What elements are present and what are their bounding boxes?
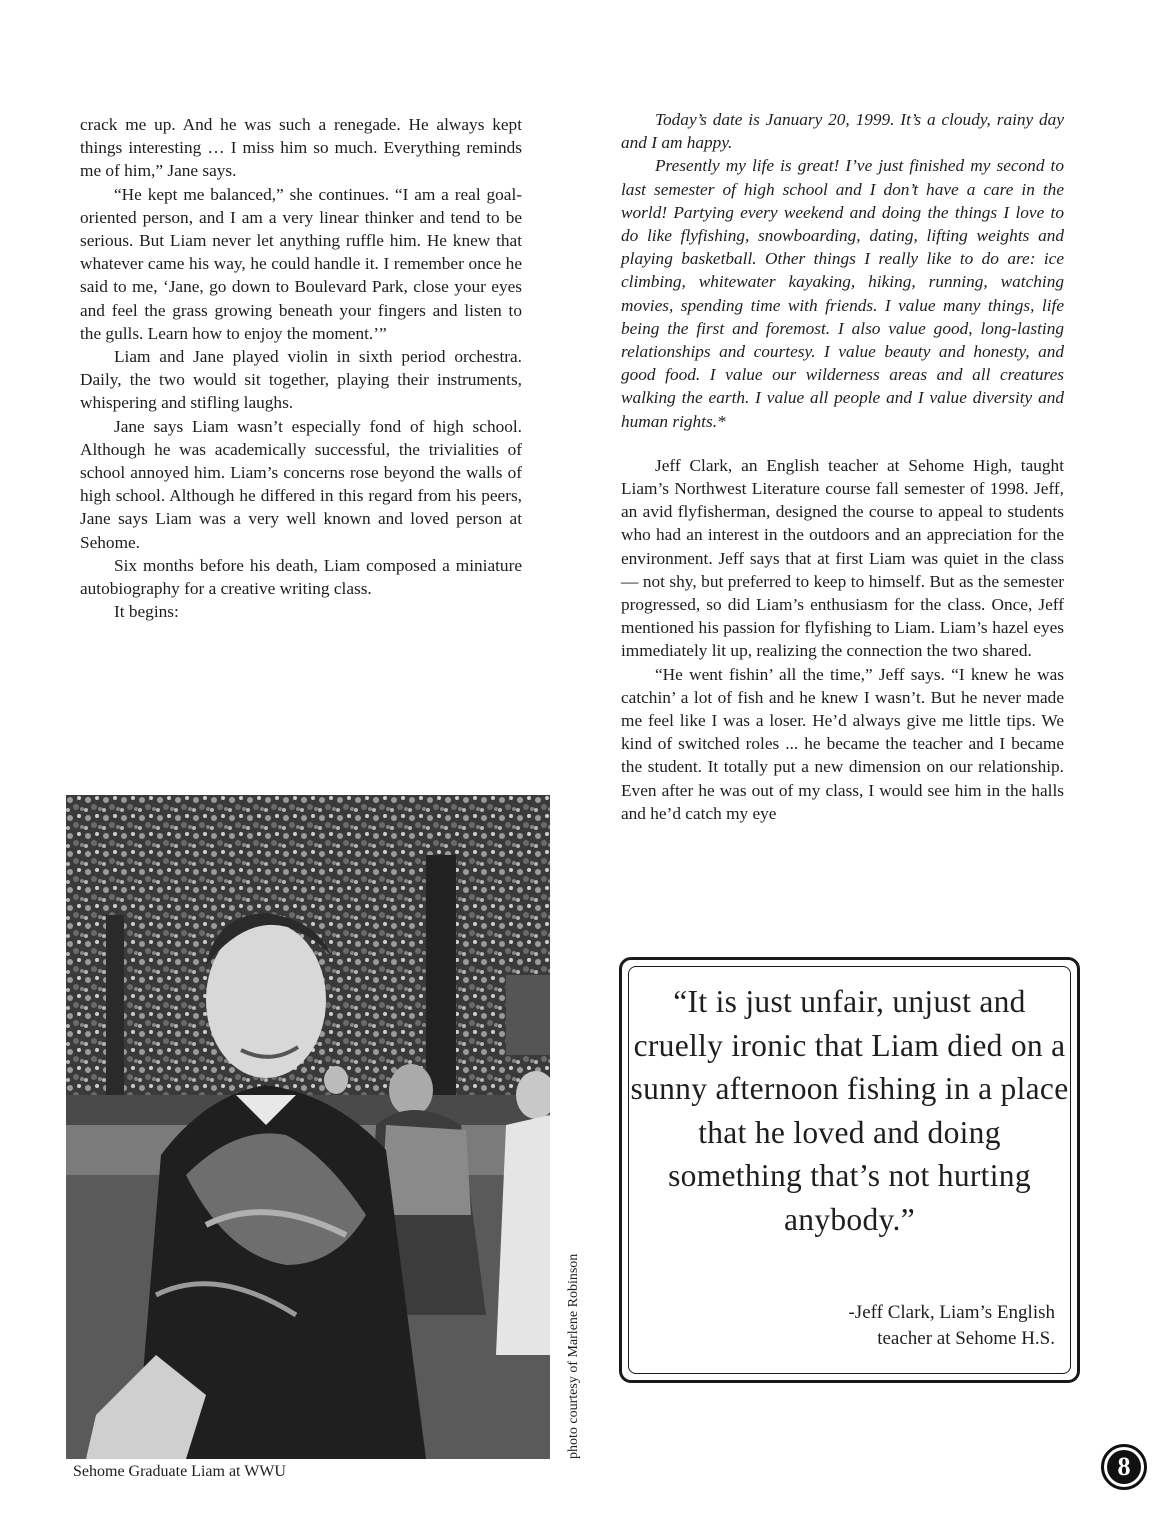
paragraph: Liam and Jane played violin in sixth period orchestra. Daily, the two would sit together, playing their instruments, whispering and stifling laughs.	[80, 347, 522, 413]
paragraph: “He went fishin’ all the time,” Jeff says. “I knew he was catchin’ a lot of fish and he knew I wasn’t. But he never made me feel like I was a loser. He’d always give me little tips. We kind of switched roles ... he became the teacher and I became the student. It totally put a new dimension on our relationship. Even after he was out of my class, I would see him in the halls and he’d catch my eye	[621, 664, 1064, 823]
attribution-line: teacher at Sehome H.S.	[877, 1328, 1055, 1349]
page-number: 8	[1107, 1450, 1141, 1484]
page-number-badge	[1101, 1444, 1147, 1490]
paragraph: Presently my life is great! I’ve just finished my second to last semester of high school and I don’t have a care in the world! Partying every weekend and doing the things I love to do like flyfishing, snowboarding, dating, lifting weights and playing basketball. Other things I really like to do are: ice climbing, whitewater kayaking, hiking, running, watching movies, spending time with friends. I value many things, life being the first and foremost. I also value good, long-lasting relationships and courtesy. I value beauty and honesty, and good food. I value our wilderness areas and all creatures walking the earth. I value all people and I value diversity and human rights.*	[621, 156, 1064, 431]
paragraph: crack me up. And he was such a renegade. He always kept things interesting … I miss him so much. Everything reminds me of him,” Jane says.	[80, 115, 522, 181]
photo-illustration	[66, 795, 550, 1459]
right-column-text	[621, 108, 1064, 825]
paragraph: It begins:	[114, 602, 179, 622]
pull-quote-text: “It is just unfair, unjust and cruelly ironic that Liam died on a sunny afternoon fishing in a place that he loved and doing something that’s not hurting anybody.”	[630, 984, 1069, 1237]
paragraph: “He kept me balanced,” she continues. “I am a real goal-oriented person, and I am a very linear thinker and tend to be serious. But Liam never let anything ruffle him. He knew that whatever came his way, he could handle it. I remember once he said to me, ‘Jane, go down to Boulevard Park, close your eyes and feel the grass growing beneath your fingers and listen to the gulls. Learn how to enjoy the moment.’”	[80, 184, 522, 343]
paragraph: Today’s date is January 20, 1999. It’s a cloudy, rainy day and I am happy.	[621, 110, 1064, 153]
paragraph: Six months before his death, Liam composed a miniature autobiography for a creative writing class.	[80, 555, 522, 599]
paragraph: Jeff Clark, an English teacher at Sehome High, taught Liam’s Northwest Literature course fall semester of 1998. Jeff, an avid flyfisherman, designed the course to appeal to students who had an interest in the outdoors and an appreciation for the environment. Jeff says that at first Liam was quiet in the class — not shy, but preferred to keep to himself. But as the semester progressed, so did Liam’s enthusiasm for the class. Once, Jeff mentioned his passion for flyfishing to Liam. Liam’s hazel eyes immediately lit up, realizing the connection the two shared.	[621, 455, 1064, 661]
pull-quote-box	[619, 957, 1080, 1383]
attribution-line: -Jeff Clark, Liam’s English	[848, 1302, 1055, 1323]
photo-credit: photo courtesy of Marlene Robinson	[566, 1253, 581, 1459]
left-column-text	[80, 113, 522, 623]
pull-quote-attribution	[848, 1300, 1055, 1352]
autobiography-excerpt	[621, 108, 1064, 433]
paragraph: Jane says Liam wasn’t especially fond of high school. Although he was academically successful, the trivialities of school annoyed him. Liam’s concerns rose beyond the walls of high school. Although he differed in this regard from his peers, Jane says Liam was a very well known and loved person at Sehome.	[80, 416, 522, 552]
photo-caption: Sehome Graduate Liam at WWU	[73, 1463, 286, 1480]
photo-liam	[66, 795, 550, 1459]
